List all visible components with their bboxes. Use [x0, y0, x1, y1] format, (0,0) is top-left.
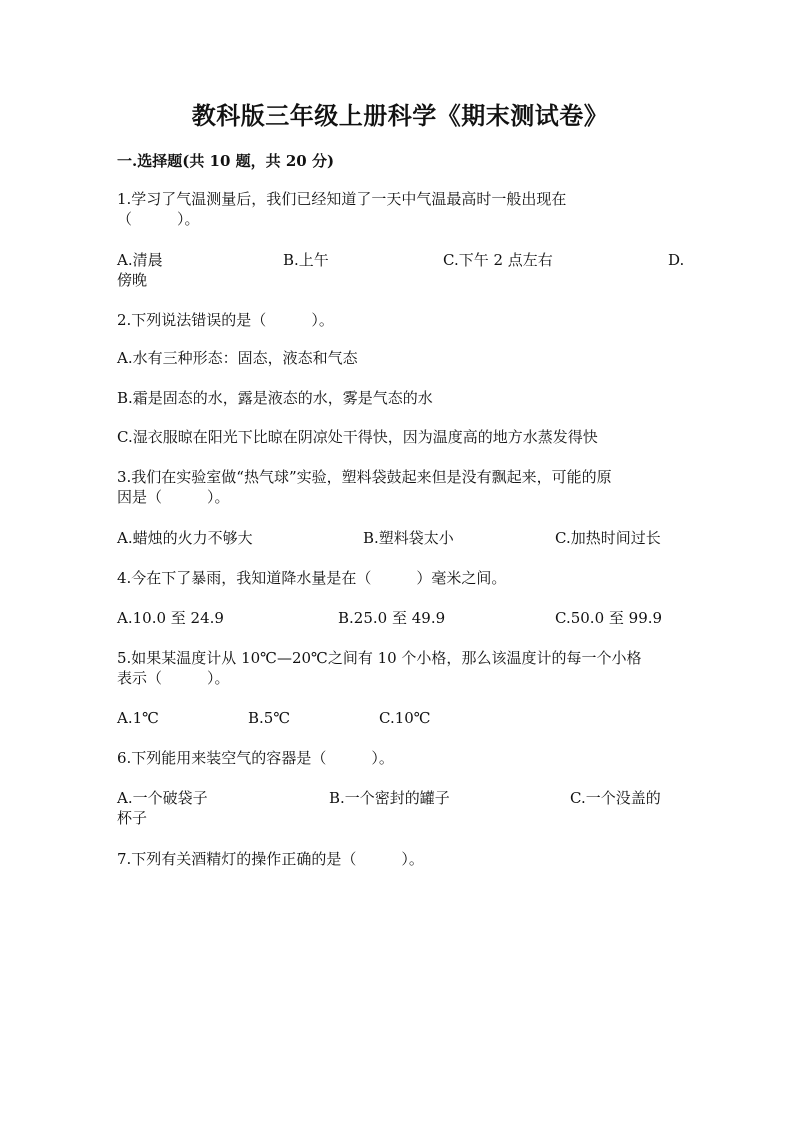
question-3-option-b: B.塑料袋太小 — [363, 529, 454, 547]
question-3-option-a: A.蜡烛的火力不够大 — [117, 529, 253, 547]
question-6-option-a: A.一个破袋子 — [117, 789, 208, 807]
question-1-option-c: C.下午 2 点左右 — [443, 251, 553, 269]
section-heading: 一.选择题(共 10 题，共 20 分) — [117, 152, 335, 170]
question-5-option-c: C.10℃ — [379, 709, 431, 727]
question-1-option-d: D. — [668, 251, 685, 269]
question-6-option-c-cont: 杯子 — [117, 809, 148, 827]
page-title: 教科版三年级上册科学《期末测试卷》 — [191, 101, 609, 130]
question-3-option-c: C.加热时间过长 — [555, 529, 661, 547]
question-6-option-c: C.一个没盖的 — [570, 789, 661, 807]
question-4-option-b: B.25.0 至 49.9 — [338, 609, 446, 627]
question-3-stem-line-2: 因是（ ）。 — [117, 488, 230, 506]
question-5-option-a: A.1℃ — [117, 709, 159, 727]
question-5-stem-line-1: 5.如果某温度计从 10℃—20℃之间有 10 个小格，那么该温度计的每一个小格 — [117, 649, 642, 667]
question-7-stem: 7.下列有关酒精灯的操作正确的是（ ）。 — [117, 850, 424, 868]
question-1-stem-line-2: （ ）。 — [117, 210, 200, 228]
question-6-stem: 6.下列能用来装空气的容器是（ ）。 — [117, 749, 394, 767]
question-3-stem-line-1: 3.我们在实验室做“热气球”实验，塑料袋鼓起来但是没有飘起来，可能的原 — [117, 468, 612, 486]
question-2-option-a: A.水有三种形态：固态，液态和气态 — [117, 349, 358, 367]
question-1-option-a: A.清晨 — [117, 251, 163, 269]
question-1-stem-line-1: 1.学习了气温测量后，我们已经知道了一天中气温最高时一般出现在 — [117, 190, 567, 208]
question-4-option-c: C.50.0 至 99.9 — [555, 609, 663, 627]
question-4-stem: 4.今在下了暴雨，我知道降水量是在（ ）毫米之间。 — [117, 569, 507, 587]
question-2-stem: 2.下列说法错误的是（ ）。 — [117, 311, 334, 329]
question-4-option-a: A.10.0 至 24.9 — [117, 609, 224, 627]
question-1-option-d-text: 傍晚 — [117, 271, 148, 289]
question-2-option-b: B.霜是固态的水，露是液态的水，雾是气态的水 — [117, 389, 433, 407]
question-6-option-b: B.一个密封的罐子 — [329, 789, 450, 807]
question-5-option-b: B.5℃ — [248, 709, 291, 727]
question-5-stem-line-2: 表示（ ）。 — [117, 669, 230, 687]
question-1-option-b: B.上午 — [283, 251, 329, 269]
question-2-option-c: C.湿衣服晾在阳光下比晾在阴凉处干得快，因为温度高的地方水蒸发得快 — [117, 428, 598, 446]
